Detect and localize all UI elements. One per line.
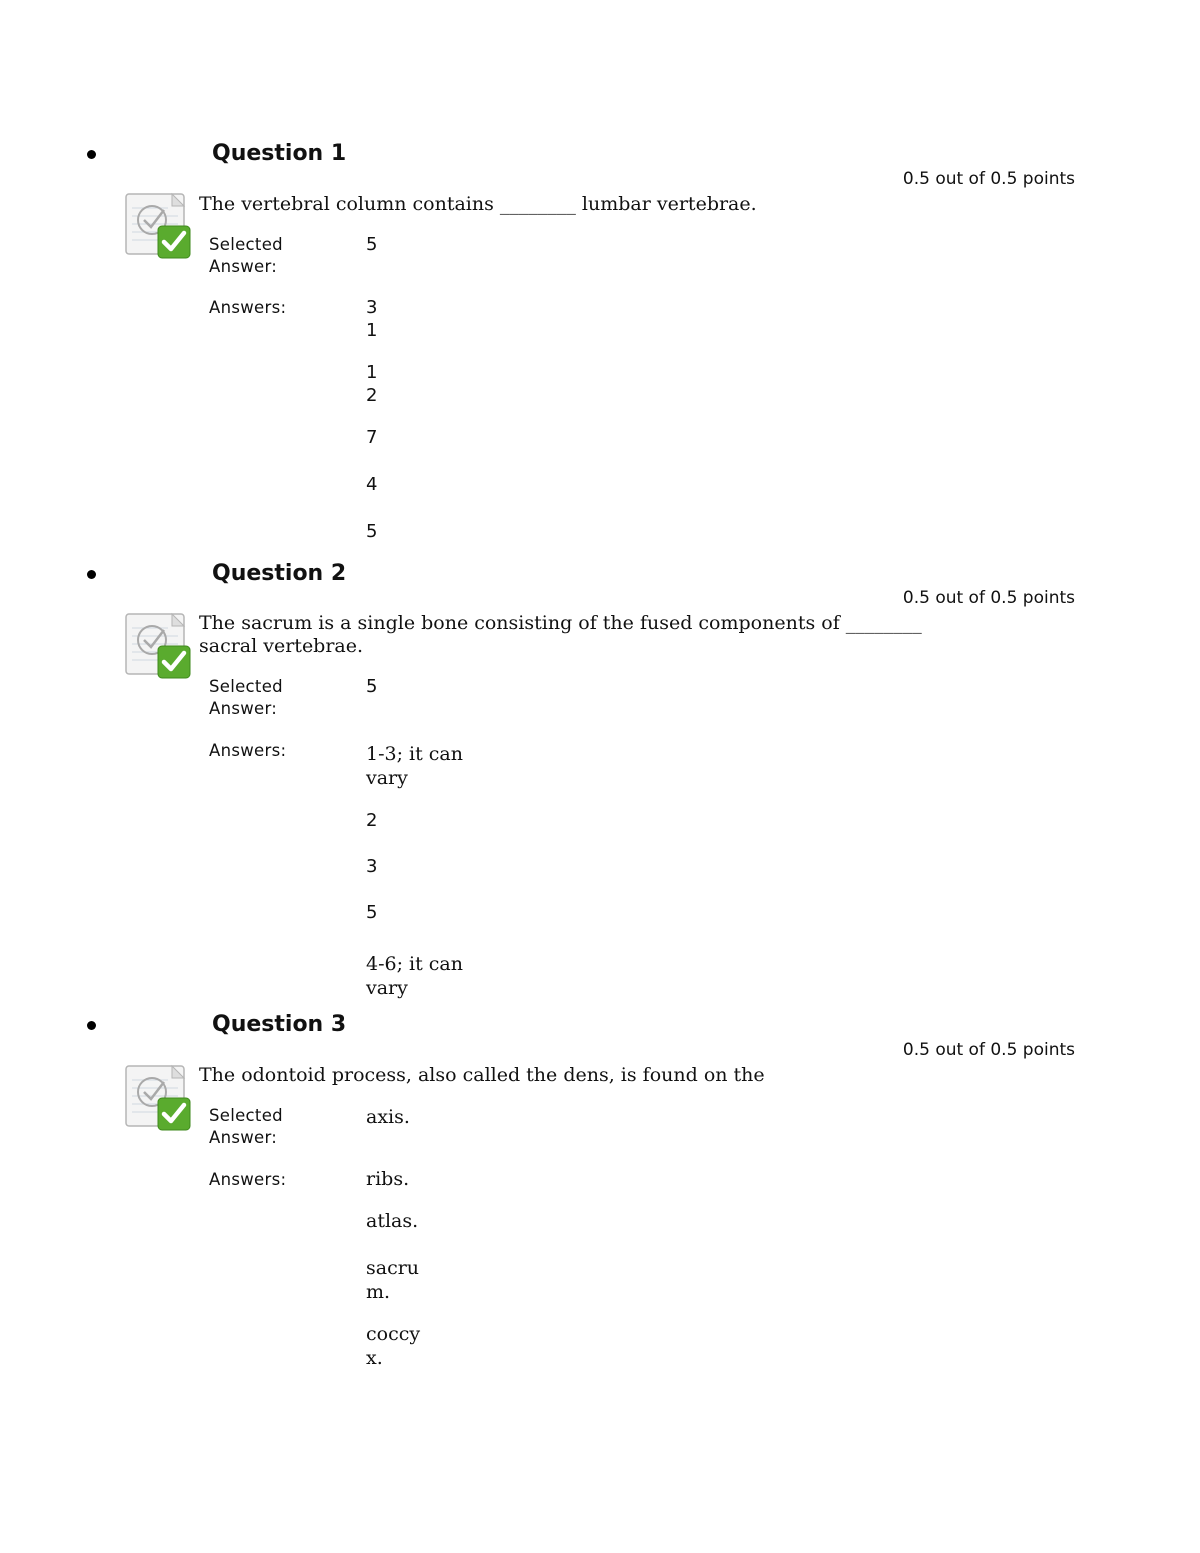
bullet-icon [87, 1021, 96, 1030]
correct-answer-icon [124, 612, 192, 680]
question-points: 0.5 out of 0.5 points [902, 1040, 1075, 1060]
bullet-icon [87, 570, 96, 579]
question-text: The odontoid process, also called the dens, is found on the [199, 1064, 765, 1086]
answer-option: 1 [366, 362, 378, 383]
answer-option: 7 [366, 427, 378, 448]
answer-option: 4-6; it can vary [366, 953, 463, 999]
answer-option: coccyx. [366, 1323, 421, 1369]
question-text: The vertebral column contains ________ lumbar vertebrae. [199, 193, 757, 215]
answer-option: 2 [366, 810, 378, 831]
selected-answer-label: Selected Answer: [209, 1106, 283, 1147]
answer-option: ribs. [366, 1168, 410, 1190]
selected-answer-value: 5 [366, 234, 378, 255]
question-points: 0.5 out of 0.5 points [902, 169, 1075, 189]
answers-label: Answers: [209, 1170, 287, 1189]
answer-option: 1-3; it can vary [366, 743, 463, 789]
bullet-icon [87, 150, 96, 159]
selected-answer-label: Selected Answer: [209, 235, 283, 276]
answer-option: 1 [366, 320, 378, 341]
correct-answer-icon [124, 192, 192, 260]
question-title: Question 3 [212, 1012, 347, 1037]
answer-option: atlas. [366, 1210, 419, 1232]
answer-option: 3 [366, 856, 378, 877]
question-text: The sacrum is a single bone consisting of the fused components of ________ sacral vertebrae. [199, 612, 922, 657]
question-title: Question 1 [212, 141, 347, 166]
answers-label: Answers: [209, 298, 287, 317]
question-title: Question 2 [212, 561, 347, 586]
answer-option: 2 [366, 385, 378, 406]
selected-answer-value: axis. [366, 1106, 410, 1128]
answer-option: 5 [366, 902, 378, 923]
answer-option: 5 [366, 521, 378, 542]
selected-answer-value: 5 [366, 676, 378, 697]
selected-answer-label: Selected Answer: [209, 677, 283, 718]
answers-label: Answers: [209, 741, 287, 760]
question-points: 0.5 out of 0.5 points [902, 588, 1075, 608]
correct-answer-icon [124, 1064, 192, 1132]
answer-option: 3 [366, 297, 378, 318]
answer-option: 4 [366, 474, 378, 495]
answer-option: sacrum. [366, 1257, 420, 1303]
